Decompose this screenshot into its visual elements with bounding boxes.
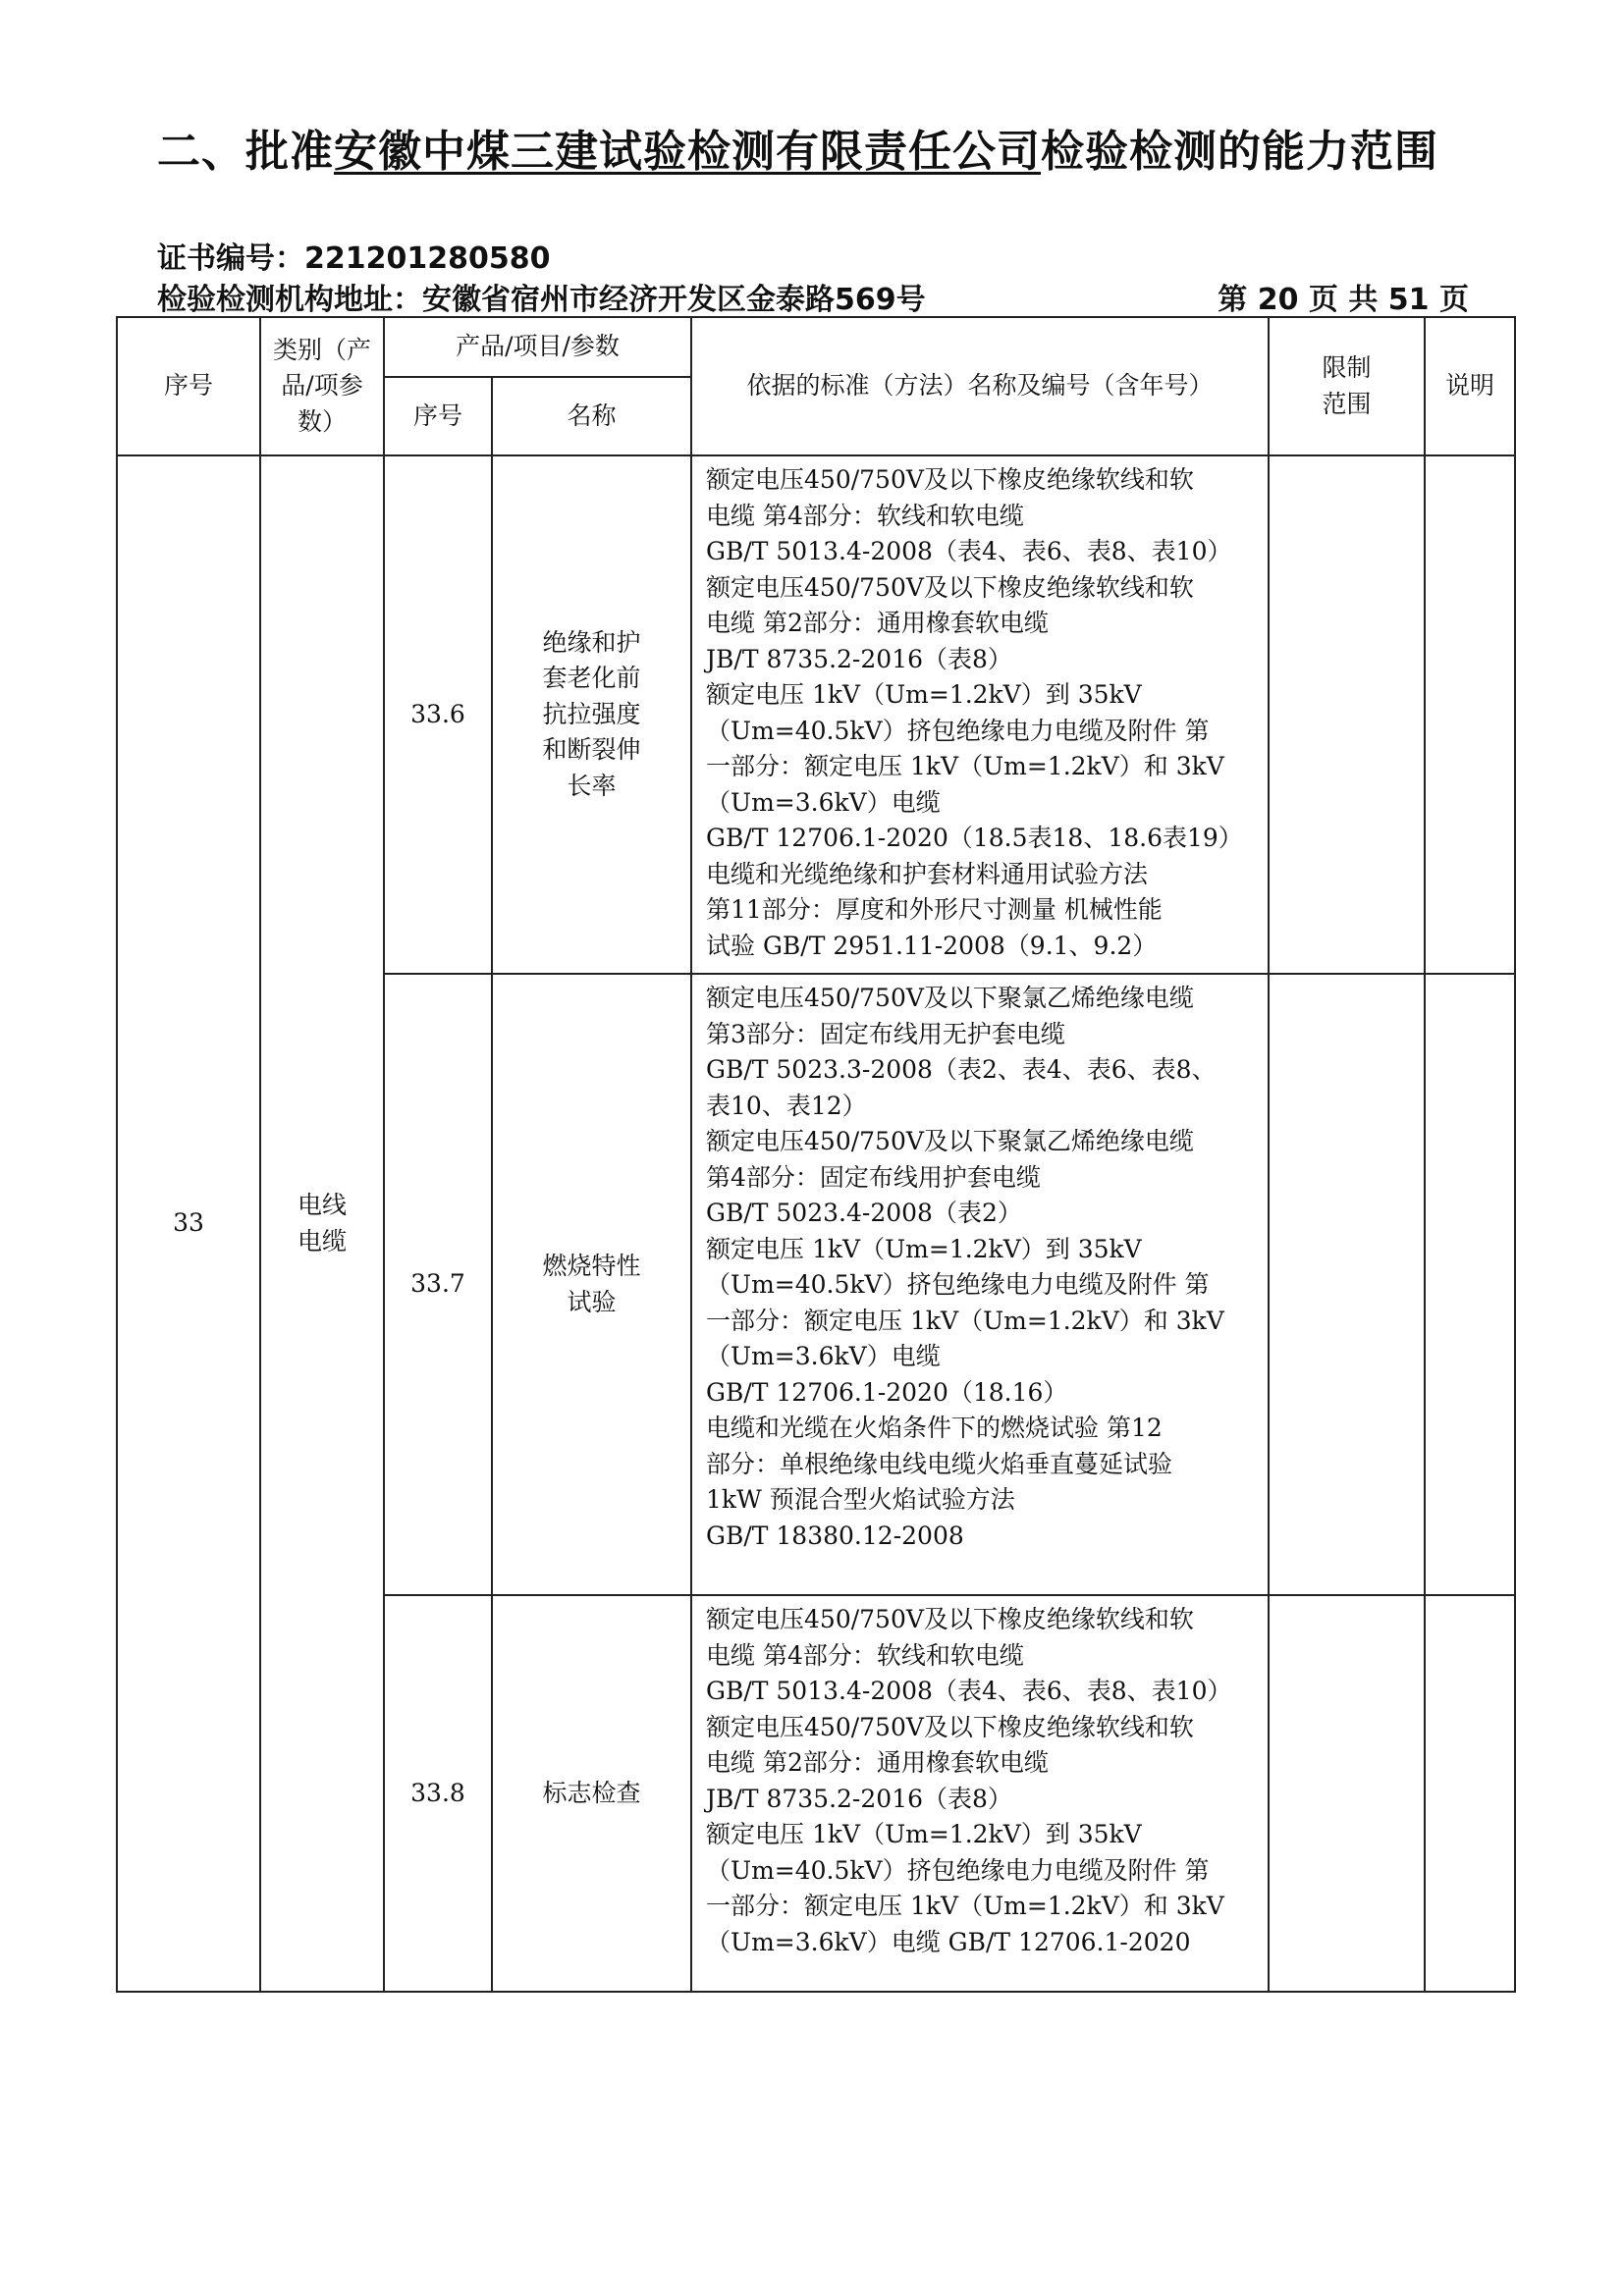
page-indicator: 第 20 页 共 51 页	[1218, 283, 1469, 317]
row-note	[1425, 455, 1515, 974]
standard-line: 电缆和光缆在火焰条件下的燃烧试验 第12	[706, 1414, 1163, 1442]
row-note	[1425, 1595, 1515, 1992]
title-prefix: 二、批准	[157, 127, 334, 177]
certificate-number	[157, 234, 551, 277]
standard-line: 额定电压450/750V及以下橡皮绝缘软线和软	[706, 465, 1194, 494]
institution-address: 检验检测机构地址：安徽省宿州市经济开发区金泰路569号	[157, 283, 926, 317]
standard-line: （Um=3.6kV）电缆	[706, 1342, 941, 1370]
row-note	[1425, 974, 1515, 1595]
group-category-text: 电线电缆	[297, 1191, 347, 1255]
standard-line: 电缆 第4部分：软线和软电缆	[706, 501, 1024, 530]
title-suffix: 检验检测的能力范围	[1041, 127, 1438, 177]
header-limit	[1269, 317, 1425, 455]
row-name	[492, 455, 691, 974]
standard-line: 额定电压450/750V及以下橡皮绝缘软线和软	[706, 1712, 1194, 1741]
standard-line: GB/T 12706.1-2020（18.5表18、18.6表19）	[706, 824, 1243, 852]
header-seq: 序号	[117, 317, 260, 455]
standard-line: 1kW 预混合型火焰试验方法	[706, 1485, 1015, 1514]
row-sub-seq: 33.7	[384, 974, 492, 1595]
standard-line: 部分：单根绝缘电线电缆火焰垂直蔓延试验	[706, 1449, 1173, 1478]
standard-line: 额定电压450/750V及以下聚氯乙烯绝缘电缆	[706, 984, 1194, 1012]
capability-table	[116, 316, 1516, 1993]
standard-line: （Um=3.6kV）电缆	[706, 787, 941, 817]
table-row	[117, 455, 1515, 974]
standard-line: 一部分：额定电压 1kV（Um=1.2kV）和 3kV	[706, 752, 1224, 780]
standard-line: GB/T 5013.4-2008（表4、表6、表8、表10）	[706, 537, 1232, 565]
standard-line: 试验 GB/T 2951.11-2008（9.1、9.2）	[706, 931, 1158, 960]
page-title	[157, 116, 1438, 179]
standard-line: 表10、表12）	[706, 1091, 867, 1120]
standard-line: （Um=40.5kV）挤包绝缘电力电缆及附件 第	[706, 716, 1210, 745]
header-category	[260, 317, 384, 455]
header-product-group: 产品/项目/参数	[384, 317, 691, 377]
header-category-text: 类别（产品/项参数）	[272, 335, 371, 436]
header-sub-name: 名称	[492, 377, 691, 455]
standard-line: 电缆和光缆绝缘和护套材料通用试验方法	[706, 859, 1149, 888]
standard-line: GB/T 5023.3-2008（表2、表4、表6、表8、	[706, 1055, 1217, 1084]
standard-line: 额定电压450/750V及以下聚氯乙烯绝缘电缆	[706, 1127, 1194, 1155]
row-limit	[1269, 455, 1425, 974]
standard-line: （Um=40.5kV）挤包绝缘电力电缆及附件 第	[706, 1855, 1210, 1885]
standard-line: 额定电压 1kV（Um=1.2kV）到 35kV	[706, 1820, 1142, 1848]
standard-line: 一部分：额定电压 1kV（Um=1.2kV）和 3kV	[706, 1892, 1224, 1920]
row-name-text: 标志检查	[542, 1778, 641, 1807]
row-name-text: 燃烧特性试验	[542, 1252, 641, 1316]
standard-line: 电缆 第4部分：软线和软电缆	[706, 1640, 1024, 1670]
standard-line: 额定电压 1kV（Um=1.2kV）到 35kV	[706, 1234, 1142, 1263]
row-sub-seq: 33.6	[384, 455, 492, 974]
standard-line: 第4部分：固定布线用护套电缆	[706, 1162, 1041, 1192]
cert-value: 221201280580	[304, 241, 551, 276]
standard-line: 第3部分：固定布线用无护套电缆	[706, 1019, 1065, 1048]
header-sub-seq: 序号	[384, 377, 492, 455]
row-limit	[1269, 1595, 1425, 1992]
standard-line: 第11部分：厚度和外形尺寸测量 机械性能	[706, 895, 1163, 924]
standard-line: 电缆 第2部分：通用橡套软电缆	[706, 609, 1049, 637]
standard-line: GB/T 18380.12-2008	[706, 1521, 964, 1550]
standard-line: 电缆 第2部分：通用橡套软电缆	[706, 1748, 1049, 1777]
row-standard	[691, 974, 1269, 1595]
standard-line: GB/T 12706.1-2020（18.16）	[706, 1377, 1068, 1407]
row-standard	[691, 455, 1269, 974]
standard-line: GB/T 5013.4-2008（表4、表6、表8、表10）	[706, 1677, 1232, 1705]
group-category	[260, 455, 384, 1992]
header-note: 说明	[1425, 317, 1515, 455]
row-name-text: 绝缘和护套老化前抗拉强度和断裂伸长率	[542, 627, 641, 800]
group-seq: 33	[117, 455, 260, 1992]
row-sub-seq: 33.8	[384, 1595, 492, 1992]
standard-line: 额定电压 1kV（Um=1.2kV）到 35kV	[706, 680, 1142, 709]
standard-line: 额定电压450/750V及以下橡皮绝缘软线和软	[706, 1605, 1194, 1633]
standard-line: 一部分：额定电压 1kV（Um=1.2kV）和 3kV	[706, 1306, 1224, 1335]
title-organization: 安徽中煤三建试验检测有限责任公司	[334, 127, 1041, 177]
header-standard: 依据的标准（方法）名称及编号（含年号）	[691, 317, 1269, 455]
header-limit-text: 限制范围	[1322, 353, 1372, 418]
standard-line: （Um=3.6kV）电缆 GB/T 12706.1-2020	[706, 1927, 1191, 1956]
row-limit	[1269, 974, 1425, 1595]
standard-line: JB/T 8735.2-2016（表8）	[706, 644, 1012, 673]
row-standard	[691, 1595, 1269, 1992]
row-name	[492, 1595, 691, 1992]
row-name	[492, 974, 691, 1595]
standard-line: 额定电压450/750V及以下橡皮绝缘软线和软	[706, 572, 1194, 602]
standard-line: JB/T 8735.2-2016（表8）	[706, 1784, 1012, 1813]
cert-label: 证书编号：	[157, 241, 304, 276]
standard-line: GB/T 5023.4-2008（表2）	[706, 1199, 1022, 1227]
standard-line: （Um=40.5kV）挤包绝缘电力电缆及附件 第	[706, 1270, 1210, 1299]
